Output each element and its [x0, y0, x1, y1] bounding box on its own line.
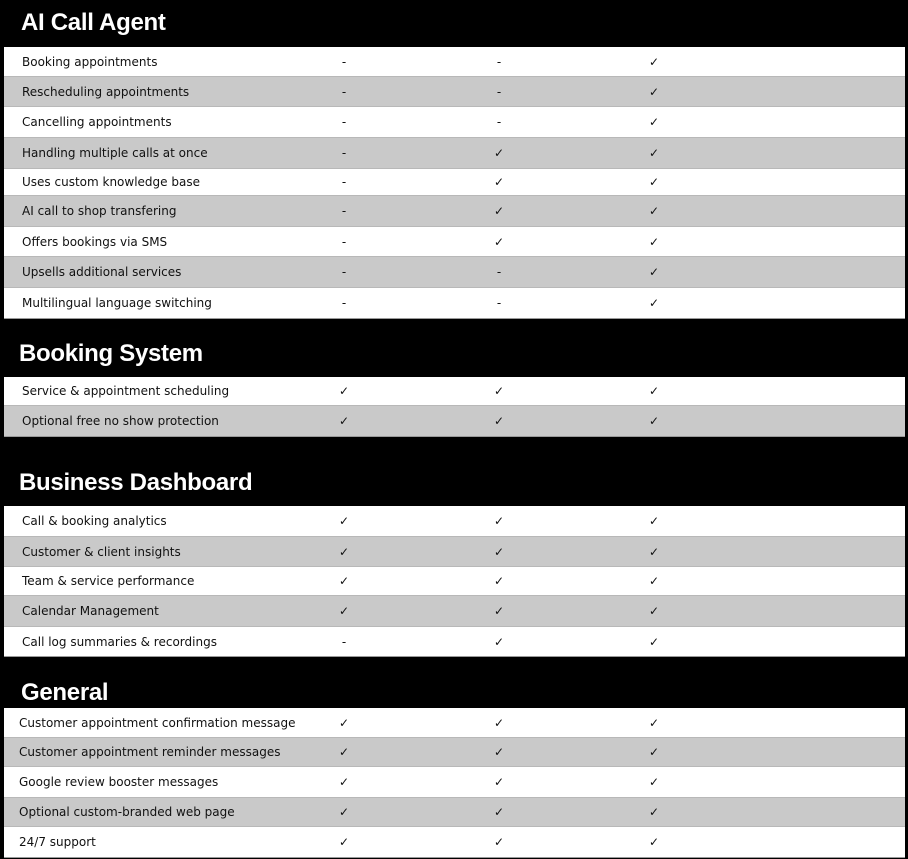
plan-1-cell: ✓ — [338, 414, 350, 428]
plan-3-cell: ✓ — [648, 634, 660, 649]
plan-3-cell: ✓ — [648, 84, 660, 99]
plan-1-cell: ✓ — [338, 835, 350, 849]
plan-1-cell: - — [341, 296, 347, 310]
plan-1-cell: - — [341, 146, 347, 160]
plan-3-cell: ✓ — [648, 574, 660, 588]
plan-3-cell: ✓ — [648, 715, 660, 730]
feature-label: Call log summaries & recordings — [22, 634, 217, 649]
business-dashboard-table — [4, 506, 905, 657]
table-row — [4, 107, 905, 138]
plan-1-cell: ✓ — [338, 384, 350, 398]
plan-1-cell: - — [341, 84, 347, 99]
plan-3-cell: ✓ — [648, 604, 660, 618]
feature-label: Customer & client insights — [22, 544, 181, 559]
table-row — [4, 288, 905, 318]
table-row — [4, 138, 905, 169]
plan-2-cell: ✓ — [493, 574, 505, 588]
section-title-general: General — [21, 679, 109, 706]
plan-3-cell: ✓ — [648, 384, 660, 398]
plan-2-cell: - — [496, 265, 502, 279]
plan-3-cell: ✓ — [648, 296, 660, 310]
plan-2-cell: ✓ — [493, 414, 505, 428]
plan-2-cell: ✓ — [493, 775, 505, 789]
table-row — [4, 537, 905, 567]
plan-2-cell: ✓ — [493, 805, 505, 819]
table-row — [4, 377, 905, 406]
table-row — [4, 708, 905, 738]
plan-2-cell: ✓ — [493, 604, 505, 618]
feature-label: Team & service performance — [22, 574, 195, 588]
plan-3-cell: ✓ — [648, 54, 660, 69]
plan-3-cell: ✓ — [648, 835, 660, 849]
table-row — [4, 567, 905, 596]
feature-label: Google review booster messages — [19, 775, 219, 789]
plan-3-cell: ✓ — [648, 775, 660, 789]
feature-label: Customer appointment reminder messages — [19, 745, 281, 759]
table-row — [4, 827, 905, 857]
plan-1-cell: ✓ — [338, 805, 350, 819]
plan-2-cell: ✓ — [493, 234, 505, 249]
plan-1-cell: ✓ — [338, 544, 350, 559]
plan-1-cell: - — [341, 175, 347, 189]
plan-2-cell: ✓ — [493, 175, 505, 189]
plan-2-cell: - — [496, 115, 502, 129]
section-title-business-dashboard: Business Dashboard — [19, 469, 253, 496]
feature-label: AI call to shop transfering — [22, 204, 177, 218]
plan-1-cell: - — [341, 204, 347, 218]
ai-call-agent-table — [4, 47, 905, 319]
plan-3-cell: ✓ — [648, 745, 660, 759]
plan-3-cell: ✓ — [648, 514, 660, 528]
feature-label: Cancelling appointments — [22, 115, 172, 129]
table-row — [4, 196, 905, 227]
table-row — [4, 169, 905, 196]
plan-1-cell: ✓ — [338, 715, 350, 730]
booking-system-table — [4, 377, 905, 437]
plan-3-cell: ✓ — [648, 204, 660, 218]
plan-1-cell: - — [341, 265, 347, 279]
table-row — [4, 47, 905, 77]
feature-label: Handling multiple calls at once — [22, 146, 208, 160]
plan-3-cell: ✓ — [648, 175, 660, 189]
feature-label: Call & booking analytics — [22, 514, 167, 528]
plan-3-cell: ✓ — [648, 234, 660, 249]
plan-1-cell: - — [341, 54, 347, 69]
feature-label: Multilingual language switching — [22, 296, 212, 310]
table-row — [4, 257, 905, 288]
plan-3-cell: ✓ — [648, 265, 660, 279]
feature-label: Optional free no show protection — [22, 414, 219, 428]
table-row — [4, 627, 905, 656]
table-row — [4, 596, 905, 627]
plan-1-cell: ✓ — [338, 604, 350, 618]
plan-2-cell: ✓ — [493, 835, 505, 849]
feature-label: Customer appointment confirmation message — [19, 715, 296, 730]
table-row — [4, 738, 905, 767]
plan-2-cell: ✓ — [493, 715, 505, 730]
plan-1-cell: ✓ — [338, 514, 350, 528]
plan-2-cell: ✓ — [493, 204, 505, 218]
table-row — [4, 406, 905, 436]
section-title-booking-system: Booking System — [19, 340, 203, 367]
plan-3-cell: ✓ — [648, 414, 660, 428]
feature-label: Uses custom knowledge base — [22, 175, 200, 189]
section-title-ai-call-agent: AI Call Agent — [21, 9, 166, 36]
plan-2-cell: ✓ — [493, 146, 505, 160]
feature-label: Offers bookings via SMS — [22, 234, 168, 249]
table-row — [4, 227, 905, 257]
feature-label: 24/7 support — [19, 835, 96, 849]
plan-2-cell: ✓ — [493, 544, 505, 559]
plan-1-cell: - — [341, 234, 347, 249]
feature-label: Calendar Management — [22, 604, 159, 618]
plan-1-cell: - — [341, 634, 347, 649]
plan-2-cell: ✓ — [493, 745, 505, 759]
plan-2-cell: ✓ — [493, 384, 505, 398]
table-row — [4, 77, 905, 107]
plan-1-cell: ✓ — [338, 574, 350, 588]
plan-2-cell: ✓ — [493, 514, 505, 528]
plan-3-cell: ✓ — [648, 115, 660, 129]
plan-1-cell: ✓ — [338, 775, 350, 789]
plan-3-cell: ✓ — [648, 544, 660, 559]
table-row — [4, 798, 905, 827]
feature-label: Service & appointment scheduling — [22, 384, 230, 398]
plan-2-cell: ✓ — [493, 634, 505, 649]
feature-label: Booking appointments — [22, 54, 158, 69]
plan-1-cell: ✓ — [338, 745, 350, 759]
feature-label: Rescheduling appointments — [22, 84, 190, 99]
plan-3-cell: ✓ — [648, 146, 660, 160]
feature-label: Optional custom-branded web page — [19, 805, 235, 819]
plan-1-cell: - — [341, 115, 347, 129]
plan-2-cell: - — [496, 84, 502, 99]
plan-2-cell: - — [496, 54, 502, 69]
plan-2-cell: - — [496, 296, 502, 310]
general-table — [4, 708, 905, 858]
table-row — [4, 506, 905, 537]
feature-label: Upsells additional services — [22, 265, 182, 279]
table-row — [4, 767, 905, 798]
plan-3-cell: ✓ — [648, 805, 660, 819]
